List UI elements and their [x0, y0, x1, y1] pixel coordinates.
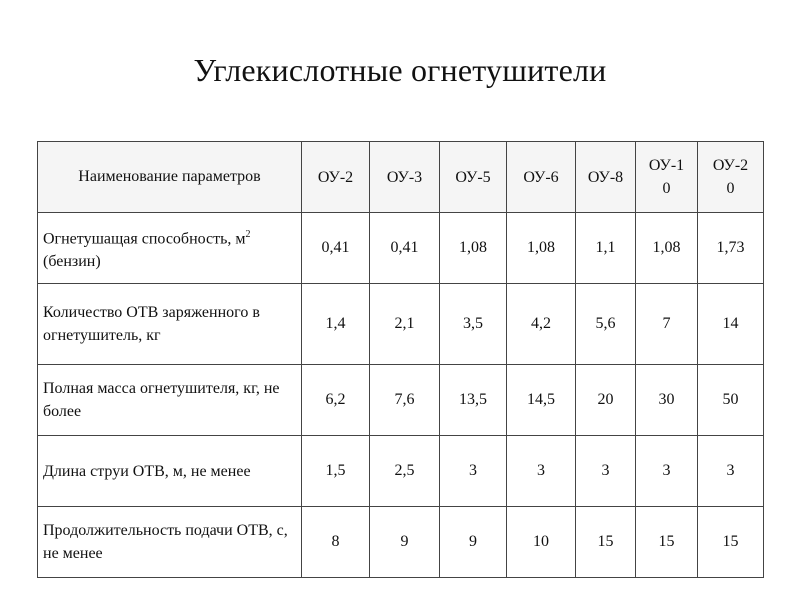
- row-name-jet-length: Длина струи ОТВ, м, не менее: [38, 436, 302, 507]
- header-col-ou5: ОУ-5: [440, 142, 507, 213]
- table-cell: 50: [698, 365, 764, 436]
- table-row: [38, 507, 764, 578]
- row-name-total-mass: Полная масса огнетушителя, кг, не более: [38, 365, 302, 436]
- table-cell: 15: [636, 507, 698, 578]
- table-cell: 1,4: [302, 284, 370, 365]
- page-title: Углекислотные огнетушители: [193, 52, 607, 88]
- table-cell: 7: [636, 284, 698, 365]
- table-cell: 15: [576, 507, 636, 578]
- table-cell: 1,08: [507, 213, 576, 284]
- row-name-extinguishing-capacity: [38, 213, 302, 284]
- table-cell: 2,5: [370, 436, 440, 507]
- header-col-ou20: ОУ-20: [698, 142, 764, 213]
- table-cell: 8: [302, 507, 370, 578]
- table-cell: 3: [576, 436, 636, 507]
- table-cell: 14,5: [507, 365, 576, 436]
- table-row: [38, 284, 764, 365]
- table-cell: 14: [698, 284, 764, 365]
- table-row: [38, 213, 764, 284]
- table-cell: 7,6: [370, 365, 440, 436]
- table-cell: 10: [507, 507, 576, 578]
- table-cell: 3: [507, 436, 576, 507]
- row-name-text-suffix: (бензин): [43, 253, 101, 271]
- table-cell: 4,2: [507, 284, 576, 365]
- table-cell: 2,1: [370, 284, 440, 365]
- table-row: [38, 365, 764, 436]
- table-header-row: [38, 142, 764, 213]
- table-cell: 0,41: [370, 213, 440, 284]
- header-col-ou8: ОУ-8: [576, 142, 636, 213]
- row-name-text: Огнетушащая способность, м: [43, 230, 246, 248]
- table-cell: 3: [636, 436, 698, 507]
- header-col-ou3: ОУ-3: [370, 142, 440, 213]
- table-cell: 0,41: [302, 213, 370, 284]
- table-cell: 9: [370, 507, 440, 578]
- table-cell: 15: [698, 507, 764, 578]
- table-cell: 3,5: [440, 284, 507, 365]
- table-row: [38, 436, 764, 507]
- header-col-ou6: ОУ-6: [507, 142, 576, 213]
- table-cell: 3: [440, 436, 507, 507]
- table-cell: 30: [636, 365, 698, 436]
- table-cell: 1,08: [440, 213, 507, 284]
- row-name-superscript: 2: [245, 228, 251, 240]
- table-cell: 3: [698, 436, 764, 507]
- header-col-ou10: ОУ-10: [636, 142, 698, 213]
- header-col-ou2: ОУ-2: [302, 142, 370, 213]
- row-name-charge-amount: Количество ОТВ заряженного в огнетушитель, кг: [38, 284, 302, 365]
- row-name-discharge-duration: Продолжительность подачи ОТВ, с, не менее: [38, 507, 302, 578]
- header-name-cell: Наименование параметров: [38, 142, 302, 213]
- table-cell: 1,1: [576, 213, 636, 284]
- extinguisher-specs-table: [37, 141, 764, 578]
- table-cell: 6,2: [302, 365, 370, 436]
- table-cell: 13,5: [440, 365, 507, 436]
- table-cell: 20: [576, 365, 636, 436]
- table-cell: 1,5: [302, 436, 370, 507]
- table-cell: 9: [440, 507, 507, 578]
- table-cell: 5,6: [576, 284, 636, 365]
- table-cell: 1,08: [636, 213, 698, 284]
- table-cell: 1,73: [698, 213, 764, 284]
